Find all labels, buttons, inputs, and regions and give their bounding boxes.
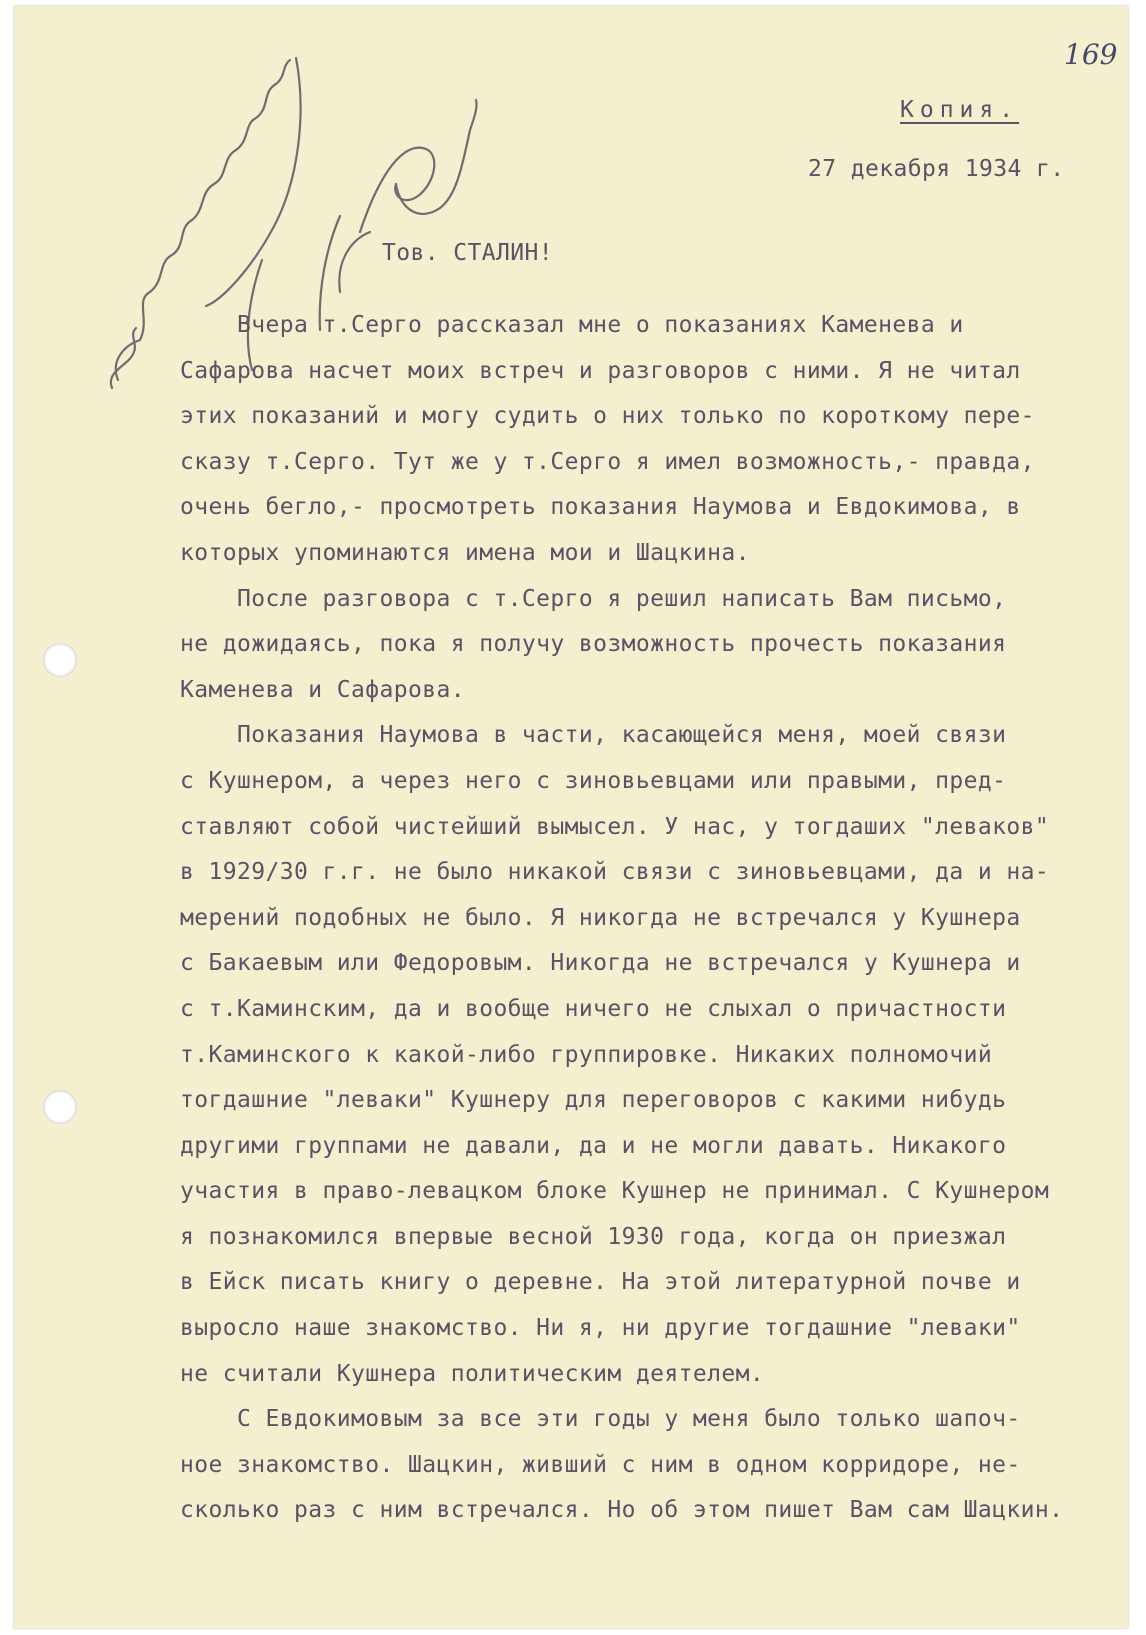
body-line: сколько раз с ним встречался. Но об этом пишет Вам сам Шацкин. (180, 1497, 1064, 1524)
body-line: С Евдокимовым за все эти годы у меня было только шапоч- (180, 1406, 1021, 1433)
body-line: выросло наше знакомство. Ни я, ни другие тогдашние "леваки" (180, 1315, 1021, 1342)
body-line: Сафарова насчет моих встреч и разговоров с ними. Я не читал (180, 357, 1021, 384)
folio-number: 169 (1064, 38, 1118, 71)
body-line: Каменева и Сафарова. (180, 676, 465, 703)
body-line: с Кушнером, а через него с зиновьевцами или правыми, пред- (180, 767, 1007, 794)
punch-hole-upper (43, 643, 77, 677)
letter-date: 27 декабря 1934 г. (808, 156, 1065, 182)
body-line: в Ейск писать книгу о деревне. На этой литературной почве и (180, 1269, 1021, 1296)
body-line: я познакомился впервые весной 1930 года, когда он приезжал (180, 1223, 1007, 1250)
body-line: которых упоминаются имена мои и Шацкина. (180, 539, 750, 566)
body-line: мерений подобных не было. Я никогда не встречался у Кушнера (180, 904, 1021, 931)
body-line: ставляют собой чистейший вымысел. У нас, у тогдаших "леваков" (180, 813, 1050, 840)
letter-body (180, 303, 1130, 1534)
body-line: т.Каминского к какой-либо группировке. Никаких полномочий (180, 1041, 993, 1068)
body-line: в 1929/30 г.г. не было никакой связи с зиновьевцами, да и на- (180, 859, 1050, 886)
body-line: не дожидаясь, пока я получу возможность прочесть показания (180, 631, 1007, 658)
body-line: с т.Каминским, да и вообще ничего не слыхал о причастности (180, 995, 1007, 1022)
body-line: Вчера т.Серго рассказал мне о показаниях Каменева и (180, 312, 964, 338)
body-line: После разговора с т.Серго я решил написать Вам письмо, (180, 585, 1007, 612)
copy-mark: Копия. (900, 97, 1020, 123)
body-line: с Бакаевым или Федоровым. Никогда не встречался у Кушнера и (180, 950, 1021, 977)
body-line: Показания Наумова в части, касающейся меня, моей связи (180, 722, 1007, 749)
body-line: не считали Кушнера политическим деятелем. (180, 1360, 765, 1387)
body-line: ное знакомство. Шацкин, живший с ним в одном корридоре, не- (180, 1451, 1021, 1478)
body-line: этих показаний и могу судить о них только по короткому пере- (180, 403, 1035, 430)
punch-hole-lower (43, 1090, 77, 1124)
body-line: очень бегло,- просмотреть показания Наумова и Евдокимова, в (180, 494, 1021, 521)
body-line: другими группами не давали, да и не могли давать. Никакого (180, 1132, 1007, 1159)
salutation: Тов. СТАЛИН! (382, 240, 553, 266)
body-line: сказу т.Серго. Тут же у т.Серго я имел возможность,- правда, (180, 448, 1035, 475)
body-line: участия в право-левацком блоке Кушнер не принимал. С Кушнером (180, 1178, 1050, 1205)
body-line: тогдашние "леваки" Кушнеру для переговоров с какими нибудь (180, 1087, 1007, 1114)
